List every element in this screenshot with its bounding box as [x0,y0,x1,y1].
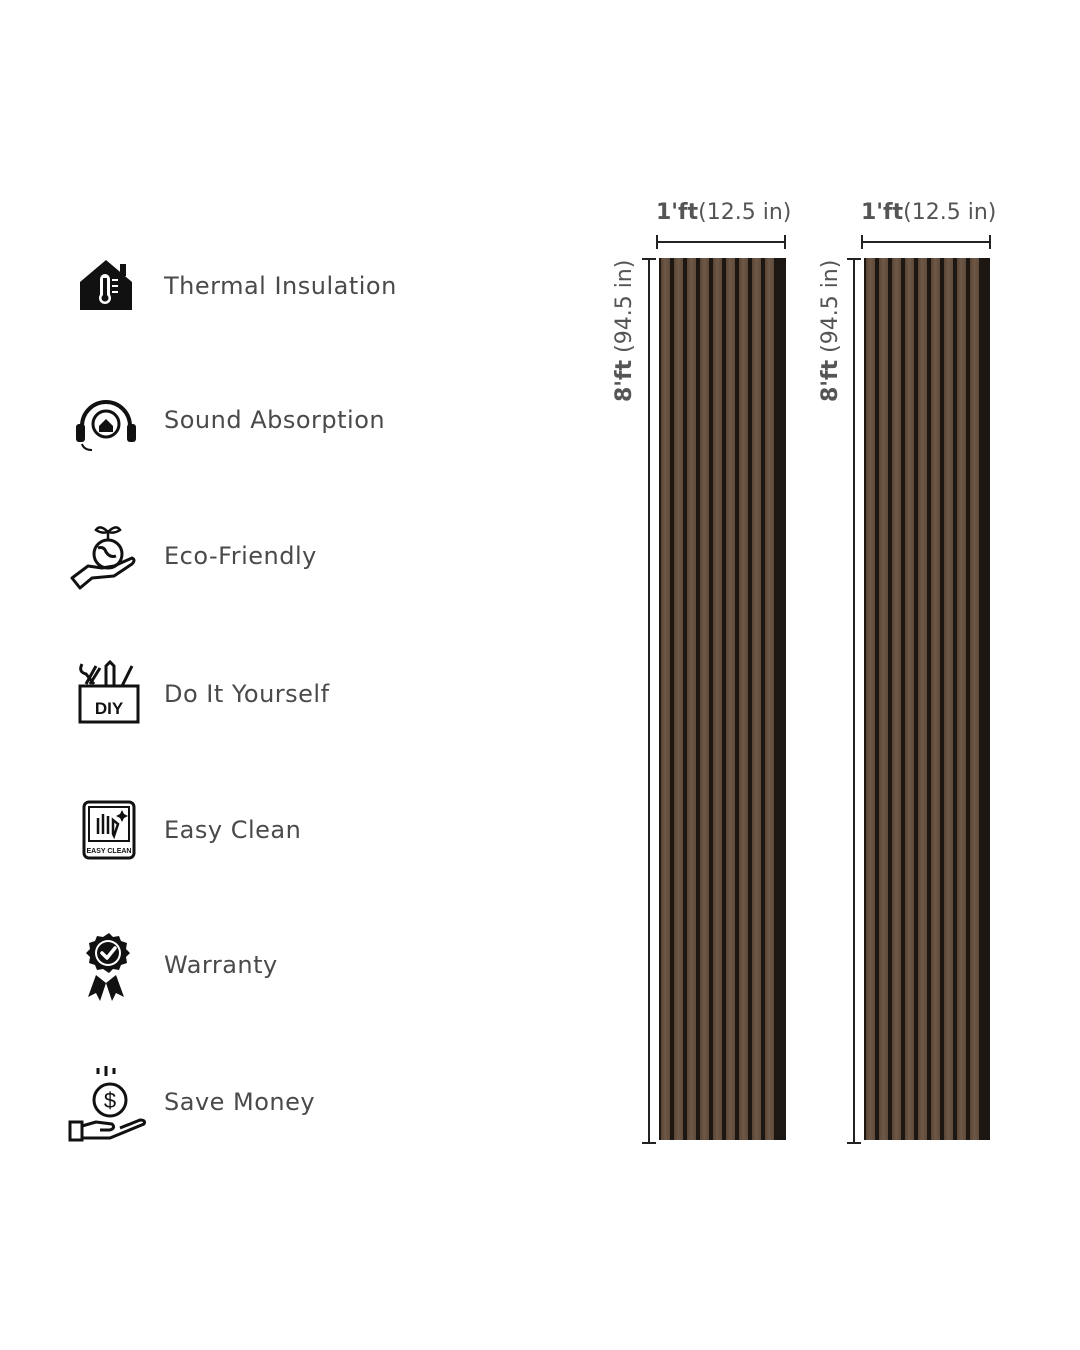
feature-do-it-yourself [66,654,486,734]
svg-text:EASY CLEAN: EASY CLEAN [86,848,132,855]
easy-clean-icon [66,790,146,870]
headphones-house-icon [66,380,146,460]
slat-panel-2 [864,258,990,1140]
warranty-badge-icon [66,925,146,1005]
panel-width-label: 1'ft(12.5 in) [861,200,997,225]
panel-width-label: 1'ft(12.5 in) [656,200,792,225]
feature-eco-friendly [66,516,486,596]
slat-panel-1 [659,258,786,1140]
panel-height-line [853,258,855,1144]
feature-thermal-insulation [66,246,486,326]
svg-text:DIY: DIY [94,699,124,718]
panel-width-line [861,241,991,243]
feature-warranty [66,925,486,1005]
panel-height-line [648,258,650,1144]
feature-label: Thermal Insulation [164,272,397,300]
feature-label: Eco-Friendly [164,542,317,570]
feature-sound-absorption [66,380,486,460]
panel-height-label: 8'ft (94.5 in) [818,259,843,402]
feature-label: Sound Absorption [164,406,386,434]
save-money-hand-icon [66,1062,146,1142]
thermal-house-icon [66,246,146,326]
feature-label: Do It Yourself [164,680,330,708]
diy-toolbox-icon [66,654,146,734]
feature-label: Save Money [164,1088,316,1116]
feature-easy-clean [66,790,486,870]
svg-text:$: $ [103,1088,117,1113]
feature-label: Easy Clean [164,816,302,844]
panel-height-label: 8'ft (94.5 in) [612,259,637,402]
eco-hand-globe-icon [66,516,146,596]
feature-label: Warranty [164,951,278,979]
panel-width-line [656,241,786,243]
feature-save-money [66,1062,486,1142]
